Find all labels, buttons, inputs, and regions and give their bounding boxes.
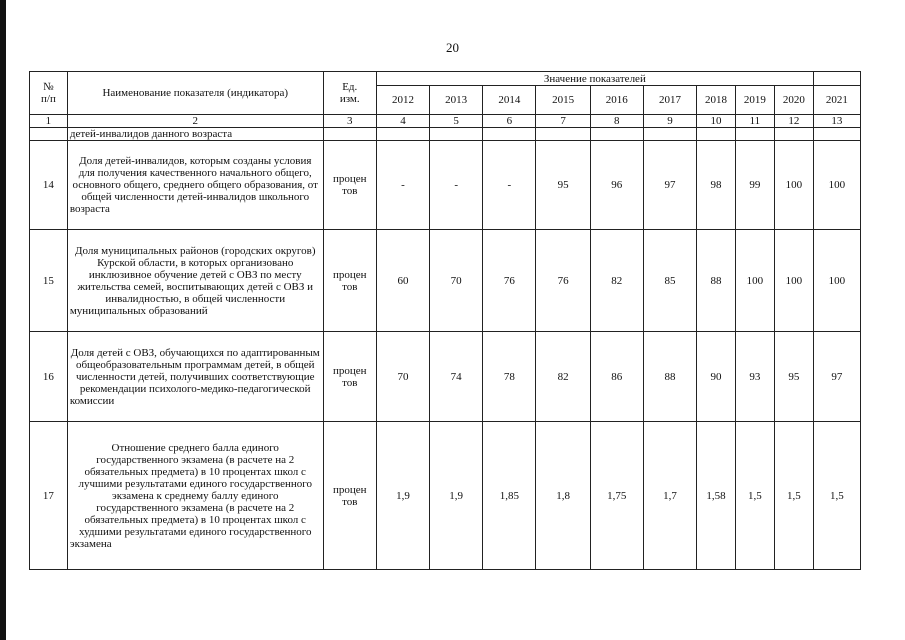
year-cell: 2020: [774, 86, 813, 115]
value-cell: -: [430, 141, 483, 230]
value-cell: 85: [643, 230, 696, 332]
value-cell: 86: [590, 332, 643, 422]
value-cell: 1,5: [813, 422, 860, 570]
value-cell: -: [483, 141, 536, 230]
year-cell: 2016: [590, 86, 643, 115]
value-cell: 100: [813, 230, 860, 332]
value-cell: 70: [430, 230, 483, 332]
value-cell: 100: [774, 230, 813, 332]
value-cell: 93: [735, 332, 774, 422]
value-cell: 97: [643, 141, 696, 230]
value-cell: 1,7: [643, 422, 696, 570]
value-cell: 82: [536, 332, 590, 422]
value-cell: 88: [643, 332, 696, 422]
header-name: Наименование показателя (индикатора): [67, 72, 323, 115]
year-cell: 2021: [813, 86, 860, 115]
header-unit: Ед. изм.: [323, 72, 376, 115]
col-number: 2: [67, 115, 323, 128]
column-number-row: [30, 115, 862, 128]
value-cell: 100: [813, 141, 860, 230]
value-cell: 82: [590, 230, 643, 332]
col-number: 7: [536, 115, 590, 128]
unit-cell: процен тов: [323, 332, 376, 422]
year-cell: 2013: [430, 86, 483, 115]
year-cell: 2018: [697, 86, 736, 115]
col-number: 12: [774, 115, 813, 128]
row-number: 17: [30, 422, 68, 570]
continuation-row: [30, 128, 862, 141]
table-row: [30, 422, 862, 570]
value-cell: 76: [483, 230, 536, 332]
value-cell: 98: [697, 141, 736, 230]
header-num: № п/п: [30, 72, 68, 115]
value-cell: 1,9: [430, 422, 483, 570]
indicator-name: Доля муниципальных районов (городских округов) Курской области, в которых организовано инклюзивное обучение детей с ОВЗ по месту жительства семей, воспитывающих детей с ОВЗ и инвалидностью, в общей численности муниципальных образований: [67, 230, 323, 332]
value-cell: 1,5: [774, 422, 813, 570]
year-cell: 2014: [483, 86, 536, 115]
col-number: 9: [643, 115, 696, 128]
col-number: 6: [483, 115, 536, 128]
value-cell: 76: [536, 230, 590, 332]
table-row: [30, 332, 862, 422]
col-number: 1: [30, 115, 68, 128]
col-number: 8: [590, 115, 643, 128]
year-cell: 2012: [376, 86, 429, 115]
value-cell: 95: [536, 141, 590, 230]
value-cell: 1,8: [536, 422, 590, 570]
year-cell: 2017: [643, 86, 696, 115]
row-number: 14: [30, 141, 68, 230]
indicator-name: Отношение среднего балла единого государственного экзамена (в расчете на 2 обязательных предмета) в 10 процентах школ с лучшими результатами единого государственного экзамена к среднему баллу единого государственного экзамена (в расчете на 2 обязательных предмета) в 10 процентах школ с худшими результатами единого государственного экзамена: [67, 422, 323, 570]
value-cell: 1,75: [590, 422, 643, 570]
indicator-name: Доля детей-инвалидов, которым созданы условия для получения качественного начального общего, основного общего, среднего общего образования, от общей численности детей-инвалидов школьного возраста: [67, 141, 323, 230]
row-number: 15: [30, 230, 68, 332]
year-cell: 2019: [735, 86, 774, 115]
indicators-table: [29, 71, 862, 570]
header-values: Значение показателей: [376, 72, 813, 86]
col-number: 5: [430, 115, 483, 128]
value-cell: 99: [735, 141, 774, 230]
value-cell: -: [376, 141, 429, 230]
unit-cell: процен тов: [323, 422, 376, 570]
unit-cell: процен тов: [323, 141, 376, 230]
continuation-text: детей-инвалидов данного возраста: [67, 128, 323, 141]
value-cell: 100: [774, 141, 813, 230]
value-cell: 70: [376, 332, 429, 422]
value-cell: 96: [590, 141, 643, 230]
col-number: 4: [376, 115, 429, 128]
value-cell: 1,85: [483, 422, 536, 570]
value-cell: 1,5: [735, 422, 774, 570]
value-cell: 95: [774, 332, 813, 422]
col-number: 13: [813, 115, 860, 128]
value-cell: 88: [697, 230, 736, 332]
value-cell: 60: [376, 230, 429, 332]
value-cell: 97: [813, 332, 860, 422]
col-number: 11: [735, 115, 774, 128]
col-number: 3: [323, 115, 376, 128]
header-blank: [813, 72, 860, 86]
value-cell: 100: [735, 230, 774, 332]
unit-cell: процен тов: [323, 230, 376, 332]
value-cell: 90: [697, 332, 736, 422]
indicator-name: Доля детей с ОВЗ, обучающихся по адаптированным общеобразовательным программам детей, в общей численности детей, получивших соответствующие рекомендации психолого-медико-педагогической комиссии: [67, 332, 323, 422]
value-cell: 78: [483, 332, 536, 422]
table-row: [30, 141, 862, 230]
page-number: 20: [446, 40, 459, 55]
value-cell: 74: [430, 332, 483, 422]
col-number: 10: [697, 115, 736, 128]
value-cell: 1,9: [376, 422, 429, 570]
row-number: 16: [30, 332, 68, 422]
page-edge-border: [0, 0, 6, 640]
year-cell: 2015: [536, 86, 590, 115]
table-row: [30, 230, 862, 332]
value-cell: 1,58: [697, 422, 736, 570]
